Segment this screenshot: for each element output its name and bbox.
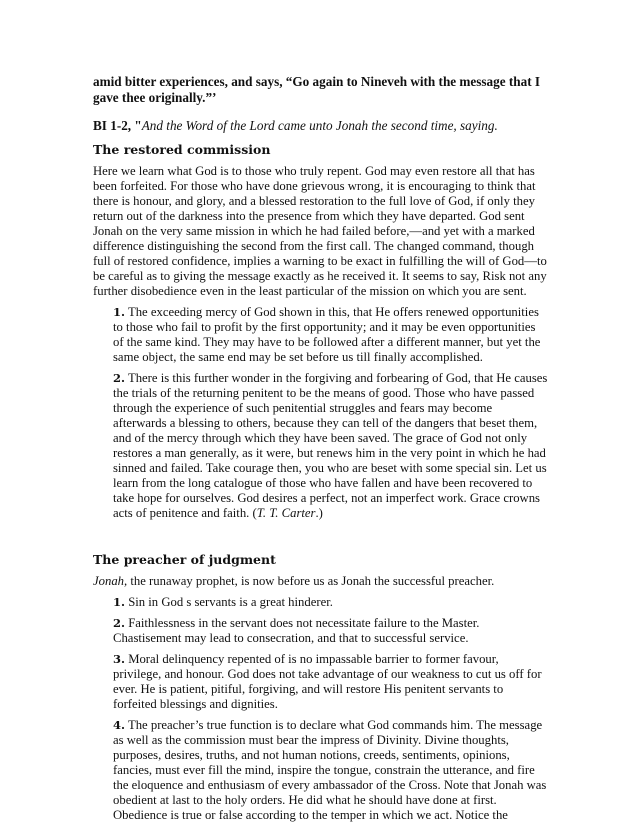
item-number: 2. — [113, 616, 126, 630]
intro-text: the runaway prophet, is now before us as Jonah the successful preacher. — [127, 574, 495, 588]
item-number: 3. — [113, 652, 126, 666]
section-heading: The preacher of judgment — [93, 552, 276, 567]
section-paragraph: Here we learn what God is to those who truly repent. God may even restore all that has been forfeited. For those who have done grievous wrong, it is encouraging to think that there is honour, and glory, and a blessed restoration to the full love of God, if only they return out of the darkness into the presence from which they have departed. God sent Jonah on the very same mission in which he had failed before,—and yet with a marked difference distinguishing the second from the first call. The changed command, though full of restored confidence, implies a warning to be exact in fulfilling the will of God—to be careful as to giving the message exactly as he received it. It seems to say, Risk not any further disobedience even in the least particular of the mission on which you are sent. — [93, 164, 547, 298]
item-text: Moral delinquency repented of is no impassable barrier to former favour, privilege, and honour. God does not take advantage of our weakness to cut us off for ever. He is patient, pitiful, forgiving, and will restore His penitent servants to forfeited blessings and dignities. — [113, 652, 542, 711]
reference-label: BI 1-2, " — [93, 118, 142, 133]
item-number: 1. — [113, 305, 126, 319]
list-item — [113, 305, 548, 365]
item-text: There is this further wonder in the forgiving and forbearing of God, that He causes the trials of the returning penitent to be the means of good. Those who have passed through the experience of such penitential struggles and fears may become afterwards a blessing to others, because they can tell of the dangers that beset them, and of the mercy through which they have been saved. The grace of God not only restores a man generally, as it were, but renews him in the very point in which he had sinned and failed. Take courage then, you who are beset with some special sin. Let us learn from the long catalogue of those who have fallen and have been recovered to take hope for ourselves. God desires a perfect, not an imperfect work. Grace crowns acts of penitence and faith. ( — [113, 371, 548, 520]
scripture-reference — [93, 118, 548, 134]
author-citation: T. T. Carter — [256, 506, 316, 520]
list-item — [113, 652, 548, 712]
intro-quote: amid bitter experiences, and says, “Go again to Nineveh with the message that I gave thee originally.”’ — [93, 74, 541, 105]
section-preacher-of-judgment — [93, 552, 548, 823]
item-number: 4. — [113, 718, 126, 732]
list-item — [113, 718, 548, 823]
section-restored-commission — [93, 142, 548, 521]
item-number: 1. — [113, 595, 126, 609]
list-item — [113, 371, 548, 521]
item-text: Sin in God s servants is a great hinderer. — [125, 595, 333, 609]
item-text: The preacher’s true function is to declare what God commands him. The message as well as the commission must bear the impress of Divinity. Divine thoughts, purposes, desires, truths, and not human notions, creeds, sentiments, opinions, fancies, must ever fill the mind, inspire the tongue, constrain the utterance, and fire the eloquence and enthusiasm of every ambassador of the Cross. Note that Jonah was obedient at last to the holy orders. He did what he should have done at first. Obedience is true or false according to the temper in which we act. Notice the — [113, 718, 547, 822]
reference-text: And the Word of the Lord came unto Jonah the second time, saying. — [141, 118, 498, 133]
citation-suffix: .) — [315, 506, 323, 520]
section-intro — [93, 574, 548, 589]
intro-name: Jonah, — [93, 574, 128, 588]
item-number: 2. — [113, 371, 126, 385]
item-text: Faithlessness in the servant does not necessitate failure to the Master. Chastisement may lead to consecration, and that to successful service. — [113, 616, 480, 645]
list-item — [113, 616, 548, 646]
section-spacer — [93, 527, 548, 552]
section-heading: The restored commission — [93, 142, 271, 157]
item-text: The exceeding mercy of God shown in this, that He offers renewed opportunities to those who fail to profit by the first opportunity; and it may be even opportunities of the same kind. They may have to be followed after a different manner, but yet the same object, the same end may be set before us till finally accomplished. — [113, 305, 541, 364]
list-item — [113, 595, 548, 610]
